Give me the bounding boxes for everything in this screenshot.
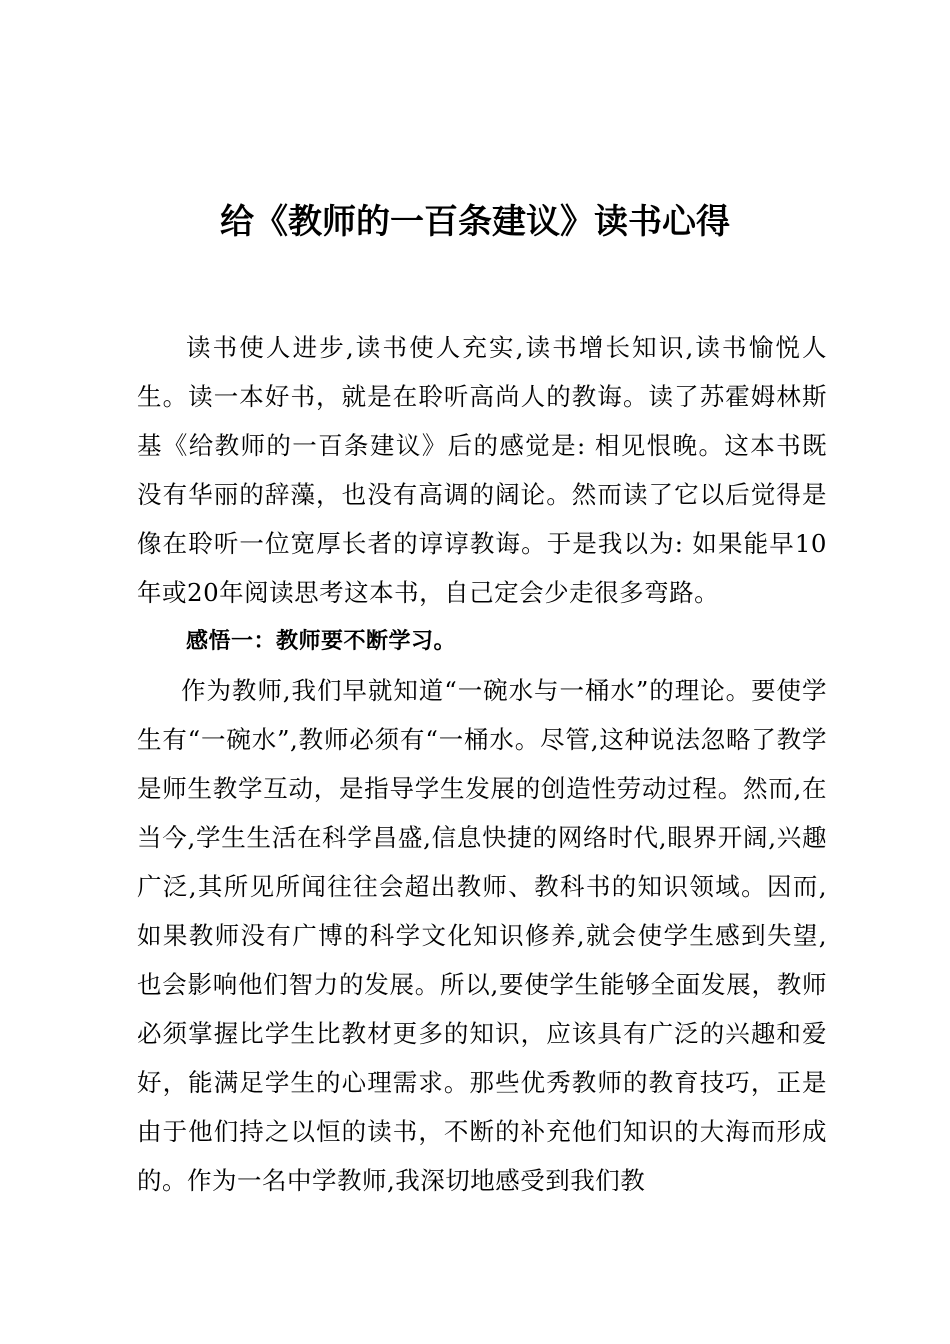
intro-paragraph: 读书使人进步,读书使人充实,读书增长知识,读书愉悦人生。读一本好书，就是在聆听高尚人的教诲。读了苏霍姆林斯基《给教师的一百条建议》后的感觉是: 相见恨晚。这本书既没有华丽的辞藻，也没有高调的阔论。然而读了它以后觉得是像在聆听一位宽厚长者的谆谆教诲。于是我以为: 如果能早10年或20年阅读思考这本书，自己定会少走很多弯路。 [137, 333, 827, 607]
document-title: 给《教师的一百条建议》读书心得 [220, 202, 730, 242]
document-body [137, 323, 827, 1205]
section-heading-insight-one: 感悟一：教师要不断学习。 [186, 629, 457, 654]
insight-one-paragraph: 作为教师,我们早就知道“一碗水与一桶水”的理论。要使学生有“一碗水”,教师必须有“一桶水。尽管,这种说法忽略了教学是师生教学互动，是指导学生发展的创造性劳动过程。然而,在当今,学生生活在科学昌盛,信息快捷的网络时代,眼界开阔,兴趣广泛,其所见所闻往往会超出教师、教科书的知识领域。因而,如果教师没有广博的科学文化知识修养,就会使学生感到失望,也会影响他们智力的发展。所以,要使学生能够全面发展，教师必须掌握比学生比教材更多的知识，应该具有广泛的兴趣和爱好，能满足学生的心理需求。那些优秀教师的教育技巧，正是由于他们持之以恒的读书，不断的补充他们知识的大海而形成的。作为一名中学教师,我深切地感受到我们教 [137, 676, 827, 1195]
